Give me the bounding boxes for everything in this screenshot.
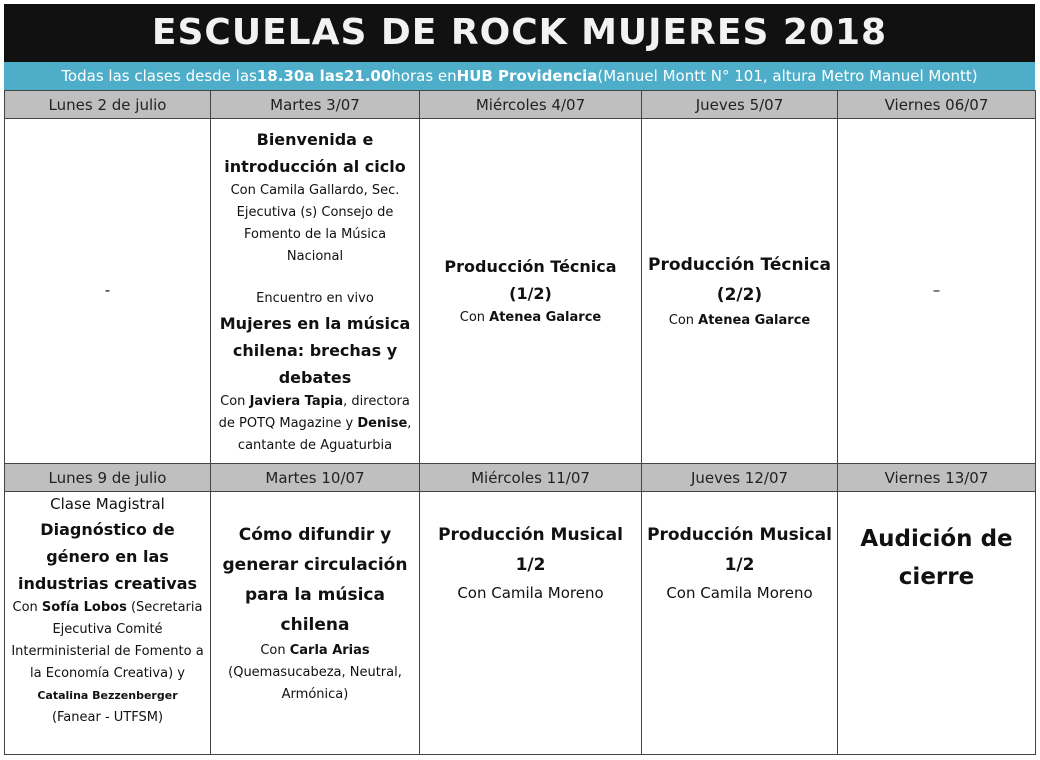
empty-dash: – [932, 281, 941, 299]
cell-mon-2 [5, 119, 211, 464]
day-header: Jueves 5/07 [642, 91, 838, 119]
cell-fri-6 [838, 119, 1036, 464]
session-title: Cómo difundir y generar circulación para la música chilena [222, 525, 408, 635]
session-title: Bienvenida e introducción al ciclo [224, 129, 406, 176]
schedule-sheet [4, 4, 1035, 755]
cell-wed-11 [420, 492, 642, 755]
event-title: Mujeres en la música chilena: brechas y debates [219, 313, 411, 387]
guest-name: Denise [357, 415, 408, 431]
session-teacher: Con Camila Moreno [457, 584, 604, 602]
session-teacher: Con Atenea Galarce [459, 310, 602, 325]
guest-name: Carla Arias [289, 643, 370, 658]
guest-name: Catalina Bezzenberger [37, 689, 178, 702]
session-title: Producción Musical 1/2 [647, 525, 832, 575]
day-header: Lunes 2 de julio [5, 91, 211, 119]
info-banner [4, 62, 1035, 90]
week2-header-row [5, 464, 1036, 492]
day-header: Martes 3/07 [211, 91, 420, 119]
session-title: Producción Musical 1/2 [438, 525, 623, 575]
week1-header-row [5, 91, 1036, 119]
day-header: Miércoles 11/07 [420, 464, 642, 492]
cell-wed-4 [420, 119, 642, 464]
week2-content-row [5, 492, 1036, 755]
guest-name: Javiera Tapia [249, 393, 344, 409]
session-title: Producción Técnica (2/2) [648, 255, 831, 305]
cell-tue-3 [211, 119, 420, 464]
info-venue: HUB Providencia [456, 67, 598, 85]
info-text-2: a las [304, 67, 344, 85]
session-teacher: Con Atenea Galarce [668, 313, 811, 328]
cell-mon-9 [5, 492, 211, 755]
session-title: Diagnóstico de género en las industrias creativas [17, 520, 198, 593]
session-host: Con Camila Gallardo, Sec. Ejecutiva (s) Consejo de Fomento de la Música Nacional [230, 182, 400, 264]
day-header: Martes 10/07 [211, 464, 420, 492]
week1-content-row [5, 119, 1036, 464]
empty-dash: - [104, 281, 111, 299]
info-address: (Manuel Montt N° 101, altura Metro Manuel Montt) [597, 67, 978, 85]
info-time-to: 21.00 [343, 67, 392, 85]
session-teacher: Con Camila Moreno [666, 584, 813, 602]
session-title: Audición de cierre [860, 526, 1013, 590]
day-header: Viernes 06/07 [838, 91, 1036, 119]
info-time-from: 18.30 [256, 67, 305, 85]
day-header: Jueves 12/07 [642, 464, 838, 492]
day-header: Viernes 13/07 [838, 464, 1036, 492]
info-text-3: horas en [391, 67, 457, 85]
guest-name: Sofía Lobos [41, 600, 127, 615]
event-guests: Con Javiera Tapia, directora de POTQ Magazine y Denise, cantante de Aguaturbia [218, 393, 412, 453]
day-header: Miércoles 4/07 [420, 91, 642, 119]
info-text-1: Todas las clases desde las [61, 67, 257, 85]
cell-thu-12 [642, 492, 838, 755]
day-header: Lunes 9 de julio [5, 464, 211, 492]
cell-thu-5 [642, 119, 838, 464]
event-intro: Encuentro en vivo [256, 290, 374, 306]
session-guests: Con Sofía Lobos (Secretaria Ejecutiva Comité Interministerial de Fomento a la Economía Creativa) y Catalina Bezzenberger (Fanear - UTFSM) [11, 600, 204, 725]
page-title: ESCUELAS DE ROCK MUJERES 2018 [4, 4, 1035, 62]
schedule-table [4, 90, 1036, 755]
cell-tue-10 [211, 492, 420, 755]
session-title: Producción Técnica (1/2) [444, 257, 617, 303]
session-kind: Clase Magistral [50, 495, 165, 513]
session-guest: Con Carla Arias (Quemasucabeza, Neutral, Armónica) [228, 643, 402, 702]
cell-fri-13 [838, 492, 1036, 755]
